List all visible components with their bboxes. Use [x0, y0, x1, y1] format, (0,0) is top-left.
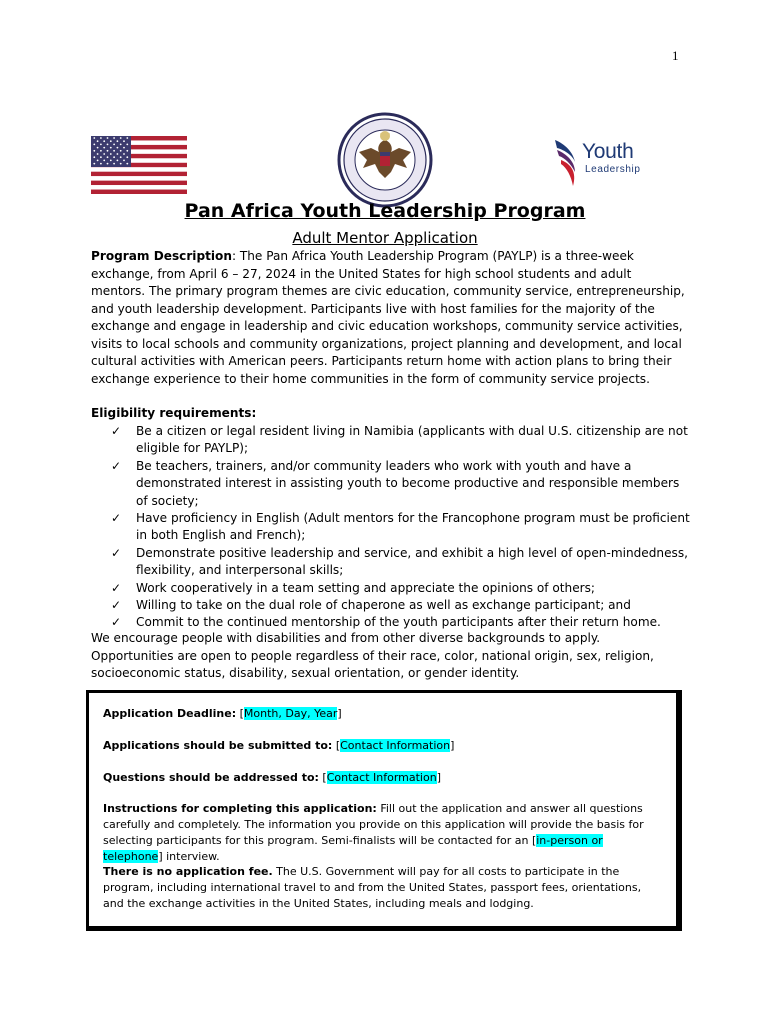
- flag-star: [97, 147, 99, 149]
- youth-leadership-swoosh-icon: [553, 136, 583, 188]
- flag-stripe: [91, 176, 187, 181]
- flag-star: [110, 147, 112, 149]
- flag-stripe: [91, 185, 187, 190]
- eligibility-item: [111, 597, 691, 614]
- flag-star: [120, 137, 122, 139]
- checkmark-icon: ✓: [111, 458, 122, 473]
- submit-line: Applications should be submitted to: [Contact Information]: [103, 739, 455, 752]
- flag-star: [117, 140, 119, 142]
- checkmark-icon: ✓: [111, 615, 122, 630]
- flag-star: [103, 160, 105, 162]
- deadline-value: Month, Day, Year: [243, 707, 338, 720]
- eligibility-heading: Eligibility requirements:: [91, 406, 257, 420]
- flag-star: [117, 160, 119, 162]
- eligibility-item-text: Work cooperatively in a team setting and appreciate the opinions of others;: [136, 580, 596, 595]
- submit-label: Applications should be submitted to:: [103, 739, 333, 752]
- flag-star: [113, 137, 115, 139]
- page-title: [0, 200, 770, 222]
- page-title-text: Pan Africa Youth Leadership Program: [184, 200, 586, 222]
- flag-star: [107, 156, 109, 158]
- fee-paragraph: [103, 864, 663, 912]
- eligibility-item-text: Be a citizen or legal resident living in Namibia (applicants with dual U.S. citizenship are not eligible for PAYLP);: [136, 424, 688, 456]
- flag-star: [113, 144, 115, 146]
- youth-leadership-logo: [553, 136, 663, 188]
- eligibility-list: [111, 423, 691, 632]
- flag-star: [93, 156, 95, 158]
- questions-line: Questions should be addressed to: [Contact Information]: [103, 771, 441, 784]
- flag-star: [117, 147, 119, 149]
- checkmark-icon: ✓: [111, 424, 122, 438]
- page-subtitle-text: Adult Mentor Application: [292, 229, 478, 247]
- flag-star: [117, 153, 119, 155]
- diversity-statement: We encourage people with disabilities and from other diverse backgrounds to apply. Opportunities are open to people regardless of their race, color, national origin, sex, religion, socioeconomic status, disability, sexual orientation, or gender identity.: [91, 631, 654, 680]
- eligibility-item: [111, 458, 691, 510]
- eligibility-item-text: Have proficiency in English (Adult mentors for the Francophone program must be proficient in both English and French);: [136, 511, 690, 543]
- flag-star: [123, 153, 125, 155]
- page-subtitle: [0, 229, 770, 247]
- youth-leadership-word-leadership: Leadership: [585, 164, 641, 175]
- flag-star: [103, 140, 105, 142]
- flag-star: [113, 150, 115, 152]
- program-description: [91, 248, 686, 388]
- flag-star: [126, 144, 128, 146]
- submit-value: Contact Information: [340, 739, 451, 752]
- questions-value: Contact Information: [326, 771, 437, 784]
- instructions-tail: ] interview.: [158, 850, 220, 863]
- flag-stripe: [91, 167, 187, 172]
- flag-star: [120, 163, 122, 165]
- instructions-label: Instructions for completing this application:: [103, 802, 377, 815]
- flag-star: [123, 160, 125, 162]
- flag-star: [123, 140, 125, 142]
- flag-star: [123, 147, 125, 149]
- flag-stripe: [91, 172, 187, 177]
- flag-star: [110, 160, 112, 162]
- checkmark-icon: ✓: [111, 511, 122, 526]
- fee-label: There is no application fee.: [103, 865, 273, 878]
- instructions-paragraph: [103, 801, 663, 865]
- instructions-text: Fill out the application and answer all questions carefully and completely. The information you provide on this application will provide the basis for selecting participants for this program. Semi-finalists will be contacted for an [: [103, 802, 644, 847]
- eligibility-item: [111, 510, 691, 545]
- fee-text: The U.S. Government will pay for all costs to participate in the program, including international travel to and from the United States, passport fees, orientations, and the exchange activities in the United States, including meals and lodging.: [103, 865, 642, 910]
- flag-star: [100, 144, 102, 146]
- flag-star: [97, 153, 99, 155]
- flag-star: [113, 156, 115, 158]
- flag-star: [120, 150, 122, 152]
- flag-stripe: [91, 190, 187, 194]
- eligibility-item: [111, 580, 691, 597]
- page-number: 1: [672, 48, 679, 63]
- flag-star: [93, 137, 95, 139]
- flag-star: [100, 156, 102, 158]
- eligibility-item-text: Be teachers, trainers, and/or community leaders who work with youth and have a demonstrated interest in assisting youth to become productive and responsible members of society;: [136, 458, 680, 508]
- flag-star: [107, 137, 109, 139]
- checkmark-icon: ✓: [111, 598, 122, 613]
- eligibility-item: [111, 423, 691, 458]
- application-info-box: [86, 690, 682, 931]
- checkmark-icon: ✓: [111, 545, 122, 560]
- flag-star: [107, 150, 109, 152]
- flag-star: [107, 144, 109, 146]
- flag-star: [126, 137, 128, 139]
- flag-star: [97, 160, 99, 162]
- flag-star: [110, 153, 112, 155]
- flag-stripe: [91, 181, 187, 186]
- flag-star: [100, 163, 102, 165]
- flag-star: [93, 144, 95, 146]
- deadline-label: Application Deadline:: [103, 707, 237, 720]
- flag-star: [97, 140, 99, 142]
- flag-star: [110, 140, 112, 142]
- eligibility-item-text: Willing to take on the dual role of chaperone as well as exchange participant; and: [136, 598, 631, 613]
- eligibility-item-text: Demonstrate positive leadership and service, and exhibit a high level of open-mindedness, flexibility, and interpersonal skills;: [136, 545, 688, 578]
- program-description-label: Program Description: [91, 249, 232, 263]
- flag-star: [103, 147, 105, 149]
- flag-star: [107, 163, 109, 165]
- flag-star: [113, 163, 115, 165]
- flag-star: [120, 144, 122, 146]
- flag-star: [93, 163, 95, 165]
- flag-star: [100, 137, 102, 139]
- questions-label: Questions should be addressed to:: [103, 771, 319, 784]
- instructions-value: in-person or telephone: [103, 834, 603, 863]
- youth-leadership-word-youth: Youth: [582, 140, 634, 163]
- flag-star: [120, 156, 122, 158]
- program-description-text: : The Pan Africa Youth Leadership Program (PAYLP) is a three-week exchange, from April 6 – 27, 2024 in the United States for high school students and adult mentors. The primary program themes are civic education, community service, entrepreneurship, and youth leadership development. Participants live with host families for the majority of the exchange and engage in leadership and civic education workshops, community service activities, visits to local schools and community organizations, project planning and development, and local cultural activities with American peers. Participants return home with action plans to bring their exchange experience to their home communities in the form of community service projects.: [91, 249, 685, 386]
- flag-star: [93, 150, 95, 152]
- flag-star: [126, 163, 128, 165]
- flag-star: [126, 156, 128, 158]
- eligibility-item: [111, 545, 691, 580]
- us-flag-icon: [91, 136, 187, 194]
- flag-star: [126, 150, 128, 152]
- eligibility-item-text: Commit to the continued mentorship of the youth participants after their return home.: [136, 615, 661, 630]
- checkmark-icon: ✓: [111, 580, 122, 595]
- flag-star: [100, 150, 102, 152]
- flag-star: [103, 153, 105, 155]
- deadline-line: Application Deadline: [Month, Day, Year]: [103, 707, 342, 720]
- state-department-seal-icon: [337, 112, 433, 208]
